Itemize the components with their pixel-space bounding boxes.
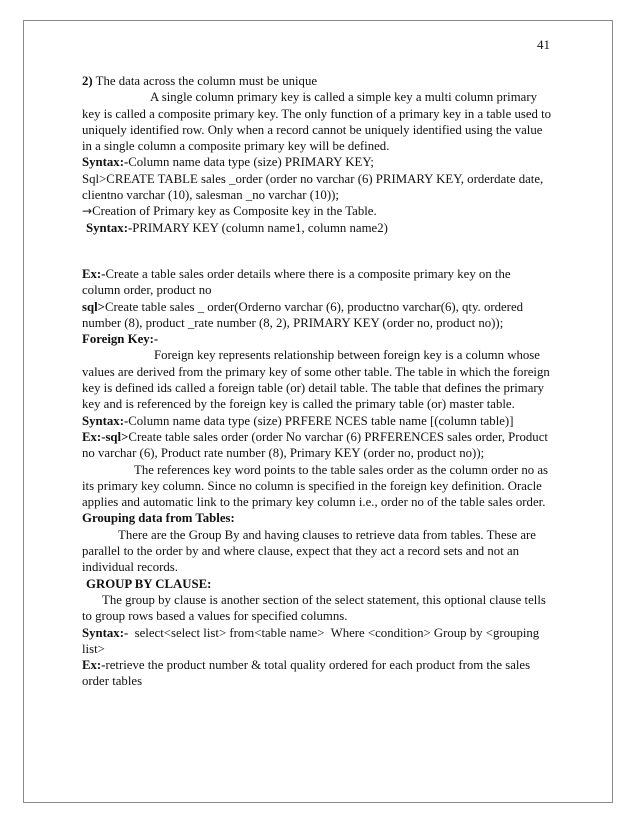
sql-label: sql> <box>82 299 105 314</box>
paragraph-references: The references key word points to the table sales order as the column order no as its primary key column. Since no column is specified in the foreign key definition. Oracle applies and automatic link to the primary key column i.e., order no of the table sales order. <box>82 462 548 510</box>
heading-text: Grouping data from Tables: <box>82 511 235 526</box>
creation-text: Creation of Primary key as Composite key in the Table. <box>92 204 377 219</box>
example-label: Ex:-sql> <box>82 429 129 444</box>
creation-line <box>82 203 552 219</box>
syntax-label: Syntax:- <box>82 625 129 640</box>
sql-example-1: Sql>CREATE TABLE sales _order (order no varchar (6) PRIMARY KEY, orderdate date, clientno varchar (10), salesman _no varchar (10)); <box>82 171 544 203</box>
paragraph-unique-column <box>82 73 552 89</box>
heading-text: Foreign Key:- <box>82 332 159 347</box>
example-label: Ex:- <box>82 266 106 281</box>
foreign-key-heading <box>82 331 552 347</box>
document-body <box>82 73 552 690</box>
example-line-3 <box>82 657 552 690</box>
sql-text: Create table sales _ order(Orderno varchar (6), productno varchar(6), qty. ordered number (8), product _rate number (8, 2), PRIMARY KEY (order no, product no)); <box>82 299 524 330</box>
paragraph-foreign-key: Foreign key represents relationship between foreign key is a column whose values are derived from the primary key of some other table. The table in which the foreign key is defined ids called a foreign table (or) detail table. The table that defines the primary key and is referenced by the foreign key is called the primary table (or) master table. <box>82 348 550 412</box>
syntax-label: Syntax:- <box>86 220 133 235</box>
example-line-1 <box>82 266 552 299</box>
example-label: Ex:- <box>82 658 106 673</box>
syntax-text: PRIMARY KEY (column name1, column name2) <box>132 220 388 235</box>
example-text: Create a table sales order details where there is a composite primary key on the column order, product no <box>82 266 511 298</box>
syntax-line-1 <box>82 154 552 170</box>
page-number: 41 <box>537 37 550 52</box>
syntax-line-2 <box>82 220 552 236</box>
syntax-line-3 <box>82 413 552 429</box>
syntax-label: Syntax:- <box>82 155 129 170</box>
paragraph-primary-key: A single column primary key is called a simple key a multi column primary key is called a composite primary key. The only function of a primary key in a table used to uniquely identified row. Only when a record cannot be uniquely identified using the value in a single column a composite primary key will be defined. <box>82 90 552 154</box>
group-by-heading <box>82 576 552 592</box>
arrow-right-icon: → <box>82 204 93 219</box>
item-text: The data across the column must be unique <box>92 74 318 88</box>
grouping-heading <box>82 510 552 526</box>
example-line-2 <box>82 429 552 462</box>
spacer <box>82 236 552 266</box>
syntax-label: Syntax:- <box>82 413 129 428</box>
syntax-text: Column name data type (size) PRFERE NCES table name [(column table)] <box>128 413 514 428</box>
syntax-line-4 <box>82 625 552 658</box>
item-number: 2) <box>82 74 93 88</box>
example-text: retrieve the product number & total quality ordered for each product from the sales order tables <box>82 658 531 689</box>
paragraph-grouping: There are the Group By and having clauses to retrieve data from tables. These are parallel to the order by and where clause, expect that they act a record sets and not an individual records. <box>82 527 536 575</box>
syntax-text: select<select list> from<table name> Where <condition> Group by <grouping list> <box>82 625 543 656</box>
heading-text: GROUP BY CLAUSE: <box>86 576 212 591</box>
paragraph-group-by: The group by clause is another section of the select statement, this optional clause tells to group rows based a values for specified columns. <box>82 592 546 624</box>
syntax-text: Column name data type (size) PRIMARY KEY; <box>128 155 374 170</box>
example-text: Create table sales order (order No varchar (6) PRFERENCES sales order, Product no varchar (6), Product rate number (8), Primary KEY (order no, product no)); <box>82 429 548 461</box>
sql-example-2 <box>82 299 552 332</box>
